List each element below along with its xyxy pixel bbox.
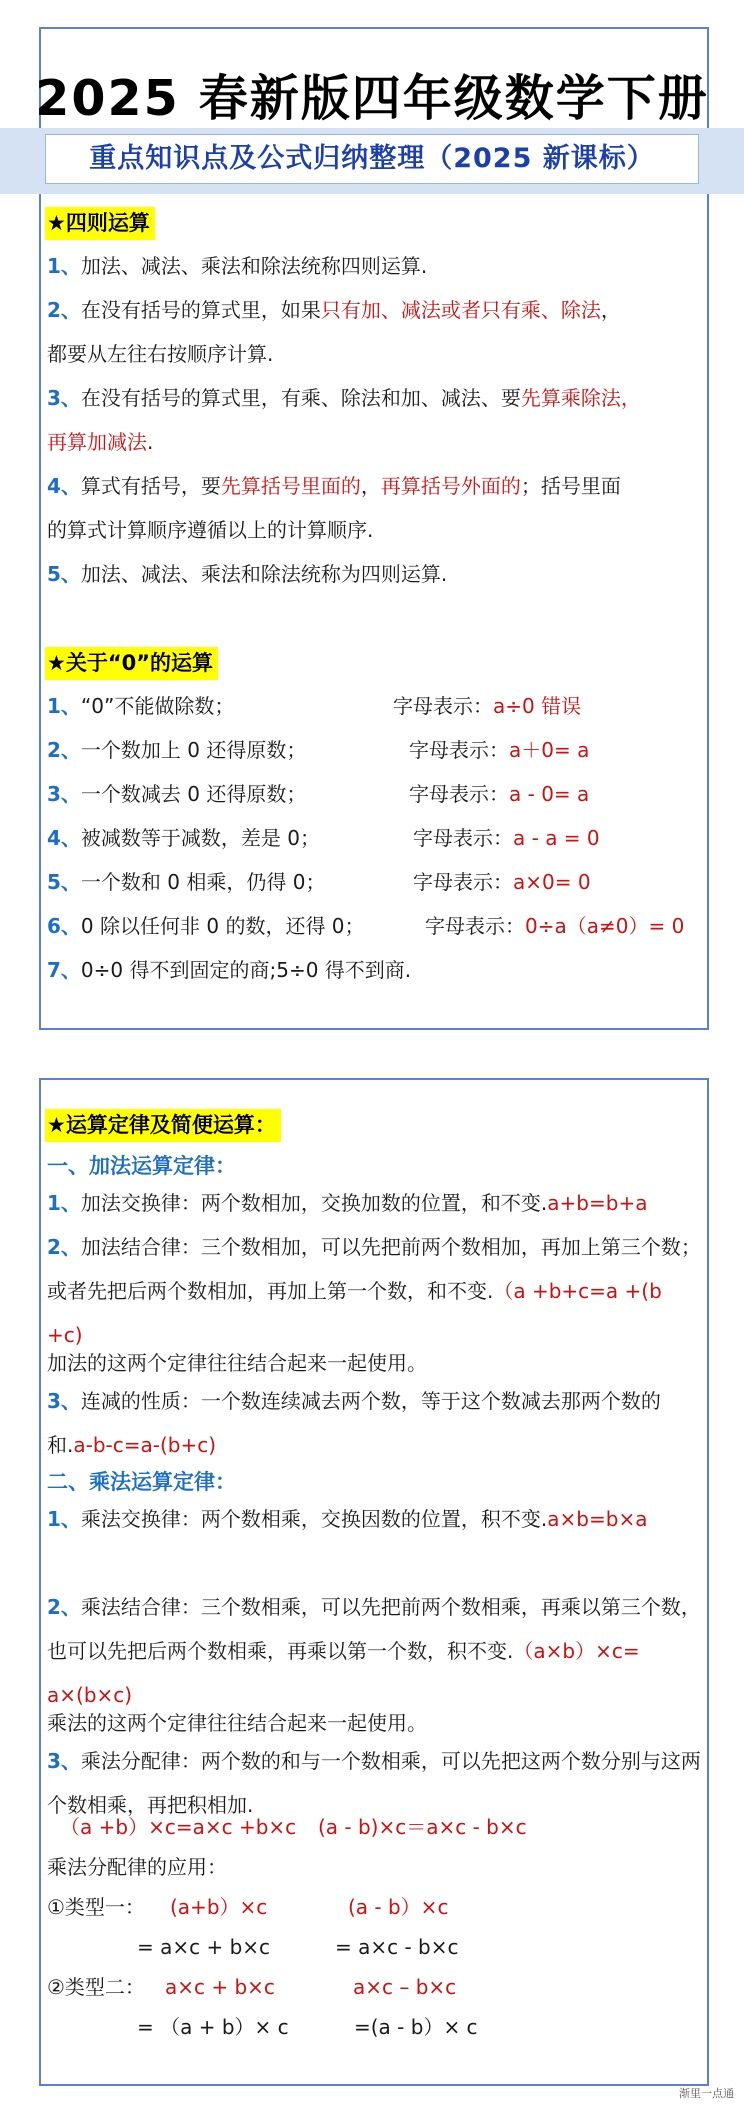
rule-item: 3、在没有括号的算式里，有乘、除法和加、减法、要先算乘除法， (47, 386, 641, 410)
type-formula: (a+b）×c (170, 1895, 268, 1919)
footer-watermark: 渐里一点通 (679, 2087, 734, 2100)
zero-rule: 4、被减数等于减数，差是 0； (47, 826, 321, 850)
law-note: 加法的这两个定律往往结合起来一起使用。 (47, 1351, 427, 1375)
zero-rule: 3、一个数减去 0 还得原数； (47, 782, 307, 806)
rule-item-cont: 再算加减法. (47, 430, 154, 454)
subtitle: 重点知识点及公式归纳整理（2025 新课标） (45, 134, 699, 184)
type-result: = （a + b）× c (137, 2015, 289, 2039)
law-item: 1、乘法交换律：两个数相乘，交换因数的位置，积不变.a×b=b×a (47, 1507, 648, 1531)
zero-rule-label: 字母表示：a - a = 0 (413, 826, 600, 850)
type-formula: a×c + b×c (165, 1975, 275, 1999)
law-item: 3、连减的性质：一个数连续减去两个数，等于这个数减去那两个数的和.a-b-c=a-(b+c) (47, 1389, 661, 1457)
rule-item: 1、加法、减法、乘法和除法统称四则运算. (47, 254, 428, 278)
page-title: 2025 春新版四年级数学下册 (35, 70, 709, 127)
zero-rule-label: 字母表示：a÷0 错误 (393, 694, 582, 718)
rule-item: 2、在没有括号的算式里，如果只有加、减法或者只有乘、除法， (47, 298, 621, 322)
type-formula: (a - b）×c (348, 1895, 449, 1919)
type-formula: a×c – b×c (353, 1975, 457, 1999)
section-heading-laws: ★运算定律及简便运算： (45, 1109, 281, 1142)
zero-rule: 2、一个数加上 0 还得原数； (47, 738, 307, 762)
type-result: = a×c + b×c (137, 1935, 271, 1959)
subhead-multiplication: 二、乘法运算定律： (47, 1470, 236, 1494)
zero-rule: 6、0 除以任何非 0 的数，还得 0； (47, 914, 365, 938)
type-label: ①类型一： (47, 1895, 145, 1919)
type-label: ②类型二： (47, 1975, 145, 1999)
zero-rule-label: 字母表示：a - 0= a (409, 782, 590, 806)
zero-rule-label: 字母表示：a＋0= a (409, 738, 590, 762)
zero-rule: 5、一个数和 0 相乘，仍得 0； (47, 870, 326, 894)
zero-rule: 1、“0”不能做除数； (47, 694, 235, 718)
rule-item-cont: 的算式计算顺序遵循以上的计算顺序. (47, 518, 374, 542)
type-result: =(a - b）× c (354, 2015, 478, 2039)
zero-rule-label: 字母表示：a×0= 0 (413, 870, 591, 894)
distributive-formula: (a - b)×c＝a×c - b×c (318, 1815, 527, 1839)
law-item: 1、加法交换律：两个数相加，交换加数的位置，和不变.a+b=b+a (47, 1191, 648, 1215)
law-item: 2、加法结合律：三个数相加，可以先把前两个数相加，再加上第三个数；或者先把后两个数相加，再加上第一个数，和不变.（a +b+c=a +(b +c) (47, 1235, 701, 1347)
zero-rule: 7、0÷0 得不到固定的商;5÷0 得不到商. (47, 958, 412, 982)
law-note: 乘法的这两个定律往往结合起来一起使用。 (47, 1711, 427, 1735)
rule-item: 5、加法、减法、乘法和除法统称为四则运算. (47, 562, 448, 586)
subhead-addition: 一、加法运算定律： (47, 1154, 236, 1178)
rule-item-cont: 都要从左往右按顺序计算. (47, 342, 274, 366)
zero-rule-label: 字母表示：0÷a（a≠0）= 0 (425, 914, 685, 938)
section-heading-arithmetic: ★四则运算 (45, 207, 155, 240)
law-item: 2、乘法结合律：三个数相乘，可以先把前两个数相乘，再乘以第三个数，也可以先把后两个数相乘，再乘以第一个数，积不变.（a×b）×c= a×(b×c) (47, 1595, 701, 1707)
application-title: 乘法分配律的应用： (47, 1855, 227, 1879)
type-result: = a×c - b×c (335, 1935, 459, 1959)
law-item: 3、乘法分配律：两个数的和与一个数相乘，可以先把这两个数分别与这两个数相乘，再把积相加. (47, 1749, 701, 1817)
distributive-formula: （a +b）×c=a×c +b×c (60, 1815, 297, 1839)
rule-item: 4、算式有括号，要先算括号里面的，再算括号外面的；括号里面 (47, 474, 621, 498)
section-heading-zero: ★关于“0”的运算 (45, 647, 218, 680)
